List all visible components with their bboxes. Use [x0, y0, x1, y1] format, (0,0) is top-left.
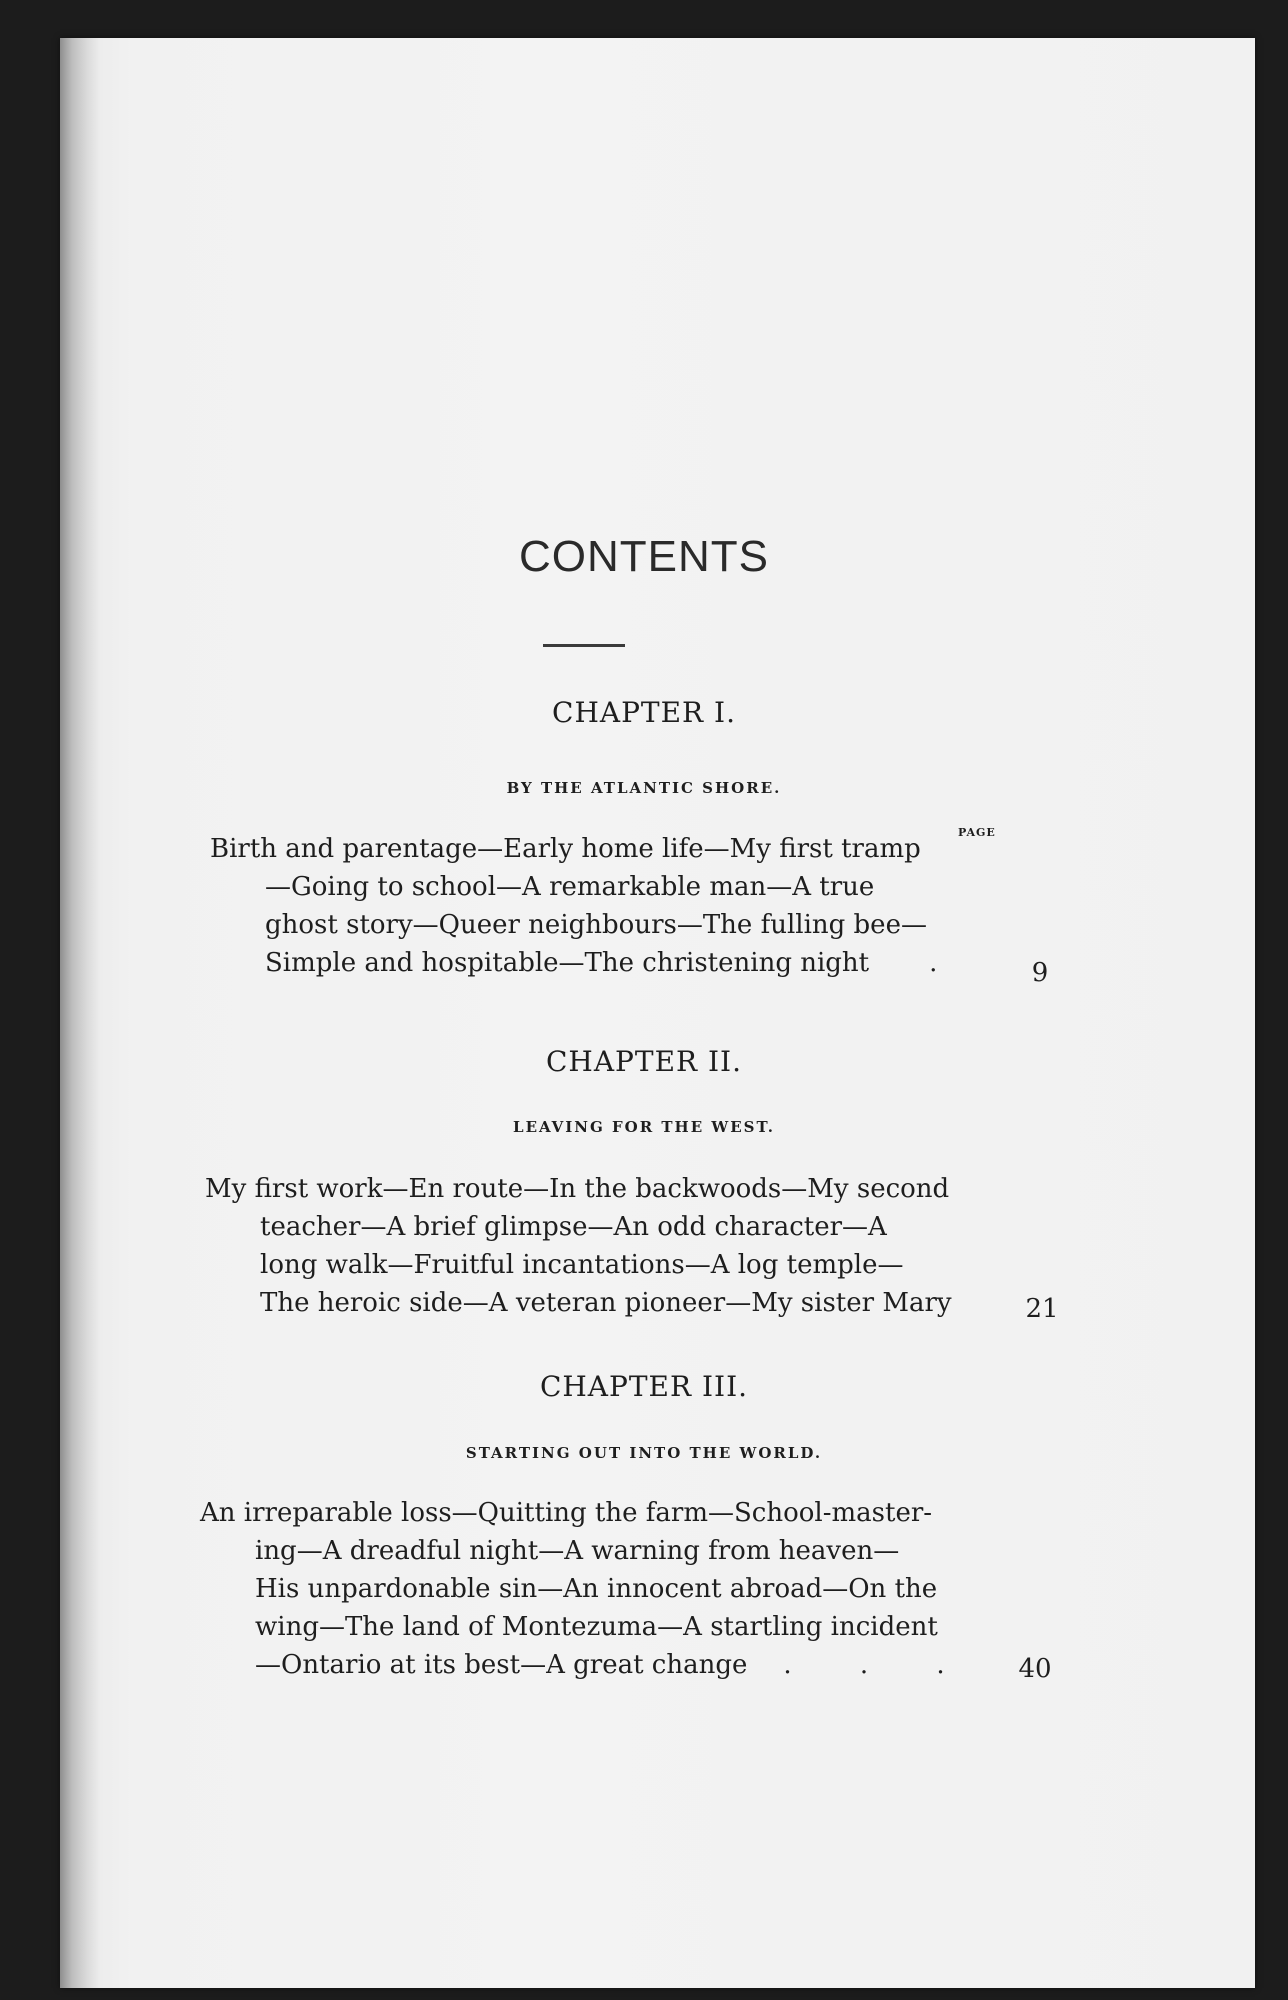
chapter-1-line-3: ghost story—Queer neighbours—The fulling bee— — [265, 910, 927, 940]
chapter-3-subtitle: STARTING OUT INTO THE WORLD. — [465, 1444, 823, 1462]
chapter-1-heading: CHAPTER I. — [552, 696, 736, 729]
title-divider — [543, 644, 625, 647]
chapter-2-summary — [205, 1170, 975, 1322]
chapter-1-line-4 — [210, 944, 980, 982]
page-gutter-shadow — [60, 38, 100, 1988]
chapter-3-line-4: wing—The land of Montezuma—A startling incident — [255, 1612, 938, 1642]
chapter-1-line-4-text: Simple and hospitable—The christening night — [265, 948, 870, 978]
page-column-label: PAGE — [958, 826, 996, 839]
chapter-2-page-number: 21 — [1025, 1294, 1059, 1324]
chapter-3-page-number: 40 — [1018, 1654, 1052, 1684]
chapter-3-line-2: ing—A dreadful night—A warning from heaven— — [255, 1536, 900, 1566]
chapter-3-line-5 — [200, 1646, 975, 1684]
chapter-3-line-3: His unpardonable sin—An innocent abroad—On the — [255, 1574, 938, 1604]
chapter-1-subtitle: BY THE ATLANTIC SHORE. — [506, 779, 782, 797]
chapter-2-line-4: The heroic side—A veteran pioneer—My sister Mary — [260, 1288, 952, 1318]
chapter-2-line-1: My first work—En route—In the backwoods—My second — [205, 1174, 950, 1204]
page-title: CONTENTS — [519, 532, 769, 581]
chapter-2-line-2: teacher—A brief glimpse—An odd character—A — [260, 1212, 887, 1242]
chapter-3-line-1: An irreparable loss—Quitting the farm—School-master- — [200, 1498, 933, 1528]
chapter-3-line-5-text: —Ontario at its best—A great change — [255, 1650, 748, 1680]
chapter-3-heading: CHAPTER III. — [539, 1370, 749, 1403]
chapter-2-heading: CHAPTER II. — [545, 1045, 743, 1078]
chapter-2-line-3: long walk—Fruitful incantations—A log temple— — [260, 1250, 904, 1280]
book-page — [60, 38, 1255, 1988]
chapter-1-page-number: 9 — [1031, 958, 1049, 988]
chapter-1-line-1: Birth and parentage—Early home life—My first tramp — [210, 834, 921, 864]
chapter-3-leader: . . . — [783, 1650, 975, 1680]
chapter-2-subtitle: LEAVING FOR THE WEST. — [513, 1118, 775, 1136]
chapter-1-summary — [210, 830, 980, 982]
chapter-3-summary — [200, 1494, 975, 1684]
chapter-1-line-2: —Going to school—A remarkable man—A true — [265, 872, 875, 902]
chapter-1-leader: . — [929, 948, 968, 978]
